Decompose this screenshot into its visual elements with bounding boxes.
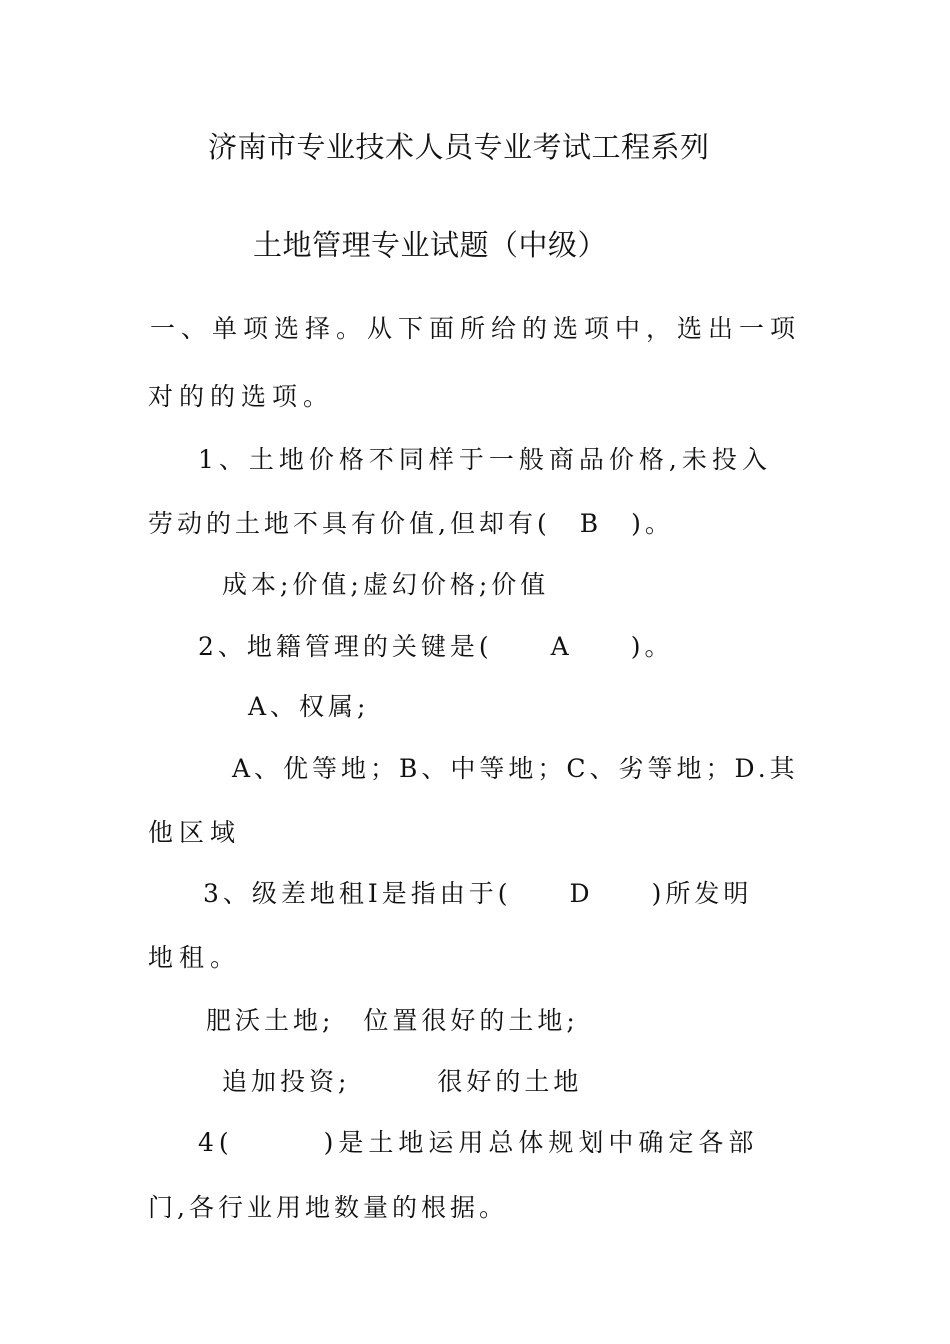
question-1-stem-line-2: 劳动的土地不具有价值,但却有( B )。: [148, 509, 674, 538]
question-1-stem-line-1: 1、土地价格不同样于一般商品价格,未投入: [198, 445, 772, 474]
question-3-stem-line-2: 地租。: [148, 943, 242, 972]
grade-options-line-1: A、优等地；B、中等地；C、劣等地；D.其: [232, 754, 799, 783]
question-3-stem-line-1: 3、级差地租I是指由于( D )所发明: [203, 879, 753, 908]
question-3-options-line-1: 肥沃土地; 位置很好的土地;: [206, 1006, 579, 1035]
question-4-stem-line-1: 4( )是土地运用总体规划中确定各部: [198, 1128, 759, 1157]
section-heading-line-2: 对的的选项。: [148, 382, 335, 411]
document-title-line-1: 济南市专业技术人员专业考试工程系列: [208, 130, 710, 164]
question-1-options: 成本;价值;虚幻价格;价值: [222, 570, 550, 599]
document-title-line-2: 土地管理专业试题（中级）: [253, 228, 608, 262]
question-2-options: A、权属;: [248, 692, 370, 721]
section-heading-line-1: 一、单项选择。从下面所给的选项中，选出一项: [150, 314, 802, 343]
grade-options-line-2: 他区域: [148, 818, 242, 847]
question-2-stem: 2、地籍管理的关键是( A )。: [198, 632, 674, 661]
question-3-options-line-2: 追加投资; 很好的土地: [222, 1067, 583, 1096]
question-4-stem-line-2: 门,各行业用地数量的根据。: [148, 1193, 508, 1222]
